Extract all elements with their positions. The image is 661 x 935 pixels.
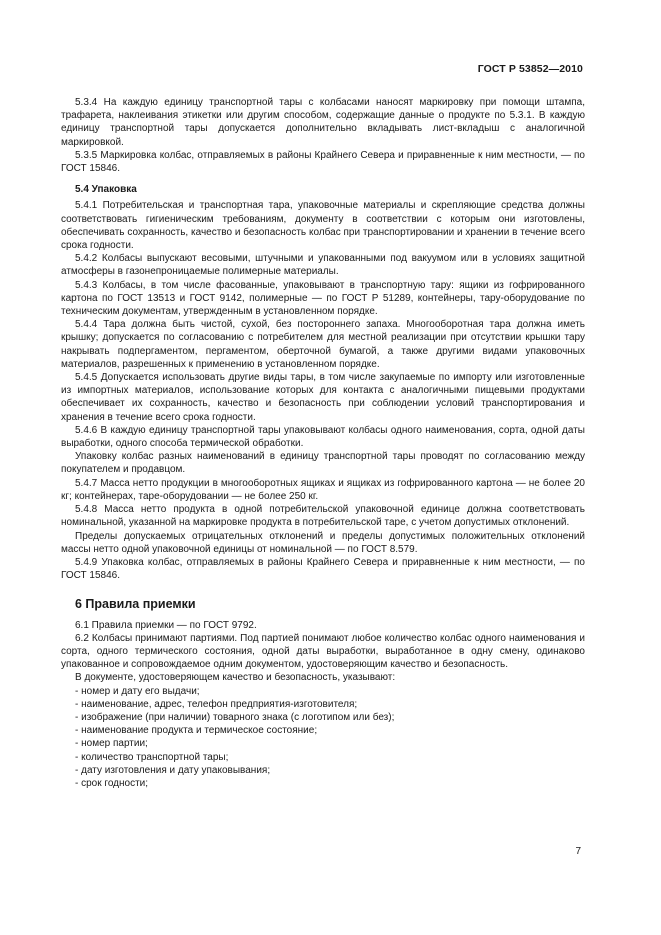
list-item: - номер партии; <box>75 738 148 750</box>
paragraph-6-1: 6.1 Правила приемки — по ГОСТ 9792. <box>75 619 257 631</box>
list-item: - количество транспортной тары; <box>75 751 229 763</box>
paragraph-5-4-9: 5.4.9 Упаковка колбас, отправляемых в районы Крайнего Севера и приравненные к ним местности, — по ГОСТ 15846. <box>61 556 585 582</box>
list-item: - изображение (при наличии) товарного знака (с логотипом или без); <box>75 711 395 723</box>
section-heading-6: 6 Правила приемки <box>75 597 196 612</box>
paragraph-5-3-5: 5.3.5 Маркировка колбас, отправляемых в районы Крайнего Севера и приравненные к ним местности, — по ГОСТ 15846. <box>61 149 585 175</box>
paragraph-5-4-5: 5.4.5 Допускается использовать другие виды тары, в том числе закупаемые по импорту или изготовленные из импортных материалов, использование которых для контакта с аналогичными пищевыми продуктами обеспечивает их сохранность, качество и безопасность при соблюдении условий транспортирования и хранения в течение всего срока годности. <box>61 372 585 423</box>
paragraph-5-4-4: 5.4.4 Тара должна быть чистой, сухой, без постороннего запаха. Многооборотная тара должна иметь крышку; допускается по согласованию с потребителем для местной реализации при отсутствии крышки тару накрывать подпергаментом, пергаментом, оберточной бумагой, а также другими видами упаковочных материалов, разрешенных к применению в установленном порядке. <box>61 319 585 370</box>
list-item: - наименование продукта и термическое состояние; <box>75 725 318 737</box>
paragraph-5-3-4: 5.3.4 На каждую единицу транспортной тары с колбасами наносят маркировку при помощи штампа, трафарета, наклеивания этикетки или другим способом, содержащие данные о продукте по 5.3.1. В каждую единицу транспортной тары допускается дополнительно вкладывать лист-вкладыш с аналогичной маркировкой. <box>61 97 585 148</box>
paragraph-5-4-6: 5.4.6 В каждую единицу транспортной тары упаковывают колбасы одного наименования, сорта, одной даты выработки, одного способа термической обработки. <box>61 424 585 450</box>
list-item: - номер и дату его выдачи; <box>75 685 200 697</box>
paragraph-5-4-1: 5.4.1 Потребительская и транспортная тара, упаковочные материалы и скрепляющие средства должны соответствовать гигиеническим требованиям, документу в соответствии с которым они изготовлены, обеспечивать сохранность, качество и безопасность колбас при транспортировании и хранении в течение всего срока годности. <box>61 200 585 252</box>
paragraph-5-4-2: 5.4.2 Колбасы выпускают весовыми, штучными и упакованными под вакуумом или в условиях защитной атмосферы в газонепроницаемые полимерные материалы. <box>61 253 585 278</box>
paragraph-5-4-8-note: Пределы допускаемых отрицательных отклонений и пределы допустимых положительных отклонений массы нетто одной упаковочной единицы от номинальной — по ГОСТ 8.579. <box>61 530 585 555</box>
list-item: - срок годности; <box>75 777 149 789</box>
document-code-header: ГОСТ Р 53852—2010 <box>477 63 583 75</box>
paragraph-5-4-7: 5.4.7 Масса нетто продукции в многооборотных ящиках и ящиках из гофрированного картона — не более 20 кг; контейнерах, таре-оборудовании — не более 250 кг. <box>61 477 585 502</box>
page-number: 7 <box>575 846 581 857</box>
paragraph-5-4-6-note: Упаковку колбас разных наименований в единицу транспортной тары проводят по согласованию между покупателем и продавцом. <box>61 451 585 476</box>
list-item: - наименование, адрес, телефон предприятия-изготовителя; <box>75 698 358 710</box>
paragraph-5-4-3: 5.4.3 Колбасы, в том числе фасованные, упаковывают в транспортную тару: ящики из гофрированного картона по ГОСТ 13513 и ГОСТ 9142, полимерные — по ГОСТ Р 51289, контейнеры, тару-оборудование по техническим документам, утвержденным в установленном порядке. <box>61 279 585 318</box>
paragraph-document-intro: В документе, удостоверяющем качество и безопасность, указывают: <box>75 672 396 684</box>
page-content <box>61 96 585 790</box>
paragraph-6-2: 6.2 Колбасы принимают партиями. Под партией понимают любое количество колбас одного наименования и сорта, одного термического состояния, одной даты выработки, выработанное в одну смену, одинаково упакованное и сопровождаемое одним документом, удостоверяющим качество и безопасность. <box>61 632 585 671</box>
list-item: - дату изготовления и дату упаковывания; <box>75 764 271 776</box>
section-heading-5-4: 5.4 Упаковка <box>75 184 137 196</box>
paragraph-5-4-8: 5.4.8 Масса нетто продукта в одной потребительской упаковочной единице должна соответствовать номинальной, указанной на маркировке продукта в потребительской таре, с учетом допустимых отклонений. <box>61 504 585 529</box>
